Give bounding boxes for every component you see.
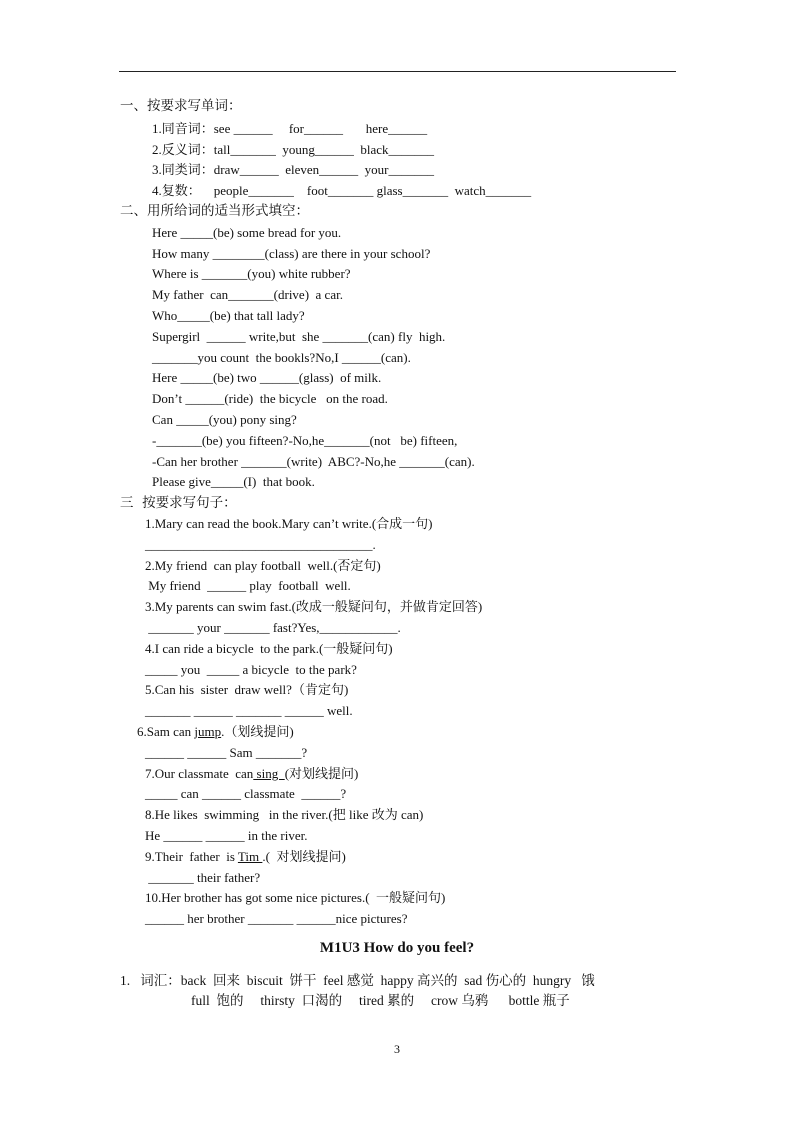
section-1-heading: 一、按要求写单词： — [120, 98, 242, 114]
q6-underlined-word: jump — [194, 724, 222, 739]
sec2-item: _______you count the bookls?No,I ______(can). — [152, 350, 411, 365]
sec1-item-2: 2.反义词：tall_______ young______ black_______ — [152, 142, 435, 157]
unit-title: M1U3 How do you feel? — [319, 940, 475, 956]
sec3-question-6 — [137, 723, 294, 741]
sec3-answer-3: _______ your _______ fast?Yes,____________. — [145, 620, 401, 635]
sec3-answer-8: He ______ ______ in the river. — [145, 828, 308, 843]
section-2-heading: 二、用所给词的适当形式填空： — [120, 203, 309, 219]
sec3-question-5: 5.Can his sister draw well?（肯定句) — [145, 682, 349, 697]
q7-text: 7.Our classmate can — [145, 766, 254, 781]
sec1-item-4: 4.复数： people_______ foot_______ glass_______ watch_______ — [152, 183, 532, 198]
q7-underlined-word: sing — [253, 766, 285, 781]
sec3-answer-7: _____ can ______ classmate ______? — [145, 786, 347, 801]
sec3-answer-6: ______ ______ Sam _______? — [145, 745, 308, 760]
sec3-question-8: 8.He likes swimming in the river.(把 like 改为 can) — [145, 807, 424, 822]
sec2-item: Can _____(you) pony sing? — [152, 412, 297, 427]
q6-text: 6.Sam can — [137, 724, 195, 739]
sec3-answer-4: _____ you _____ a bicycle to the park? — [145, 662, 357, 677]
sec3-answer-2: My friend ______ play football well. — [145, 578, 351, 593]
sec1-item-1: 1.同音词：see ______ for______ here______ — [152, 121, 428, 136]
sec3-answer-10: ______ her brother _______ ______nice pictures? — [145, 911, 408, 926]
sec2-item: Here _____(be) some bread for you. — [152, 225, 342, 240]
page-number: 3 — [394, 1042, 400, 1056]
section-3-heading: 三 按要求写句子： — [120, 495, 237, 511]
q9-underlined-word: Tim — [237, 849, 263, 864]
sec3-answer-9: _______ their father? — [145, 870, 261, 885]
sec2-item: Please give_____(I) that book. — [152, 474, 315, 489]
sec2-item: Who_____(be) that tall lady? — [152, 308, 305, 323]
sec2-item: Where is _______(you) white rubber? — [152, 266, 351, 281]
q7-instruction: (对划线提问) — [284, 766, 359, 781]
sec3-answer-1: ___________________________________. — [145, 537, 376, 552]
sec3-question-3: 3.My parents can swim fast.(改成一般疑问句，并做肯定回答) — [145, 599, 483, 614]
sec2-item: My father can_______(drive) a car. — [152, 287, 343, 302]
sec2-item: -_______(be) you fifteen?-No,he_______(not be) fifteen, — [152, 433, 458, 448]
vocab-line-2: full 饱的 thirsty 口渴的 tired 累的 crow 乌鸦 bottle 瓶子 — [191, 993, 570, 1008]
q9-instruction: .( 对划线提问) — [262, 849, 346, 864]
sec1-item-3: 3.同类词：draw______ eleven______ your_______ — [152, 162, 434, 177]
sec3-question-7 — [145, 765, 358, 783]
sec2-item: -Can her brother _______(write) ABC?-No,he _______(can). — [152, 454, 475, 469]
q6-instruction: .（划线提问) — [221, 724, 294, 739]
sec3-question-9 — [145, 848, 346, 866]
sec2-item: How many ________(class) are there in your school? — [152, 246, 431, 261]
sec3-question-4: 4.I can ride a bicycle to the park.(一般疑问句) — [145, 641, 393, 656]
sec3-question-2: 2.My friend can play football well.(否定句) — [145, 558, 381, 573]
q9-text: 9.Their father is — [145, 849, 238, 864]
sec3-answer-5: _______ ______ _______ ______ well. — [145, 703, 353, 718]
vocab-line-1: 1. 词汇：back 回来 biscuit 饼干 feel 感觉 happy 高兴的 sad 伤心的 hungry 饿 — [120, 973, 595, 988]
sec2-item: Here _____(be) two ______(glass) of milk. — [152, 370, 382, 385]
sec2-item: Supergirl ______ write,but she _______(can) fly high. — [152, 329, 446, 344]
header-rule — [119, 71, 676, 72]
sec3-question-10: 10.Her brother has got some nice pictures.( 一般疑问句) — [145, 890, 446, 905]
sec2-item: Don’t ______(ride) the bicycle on the road. — [152, 391, 388, 406]
sec3-question-1: 1.Mary can read the book.Mary can’t write.(合成一句) — [145, 516, 433, 531]
